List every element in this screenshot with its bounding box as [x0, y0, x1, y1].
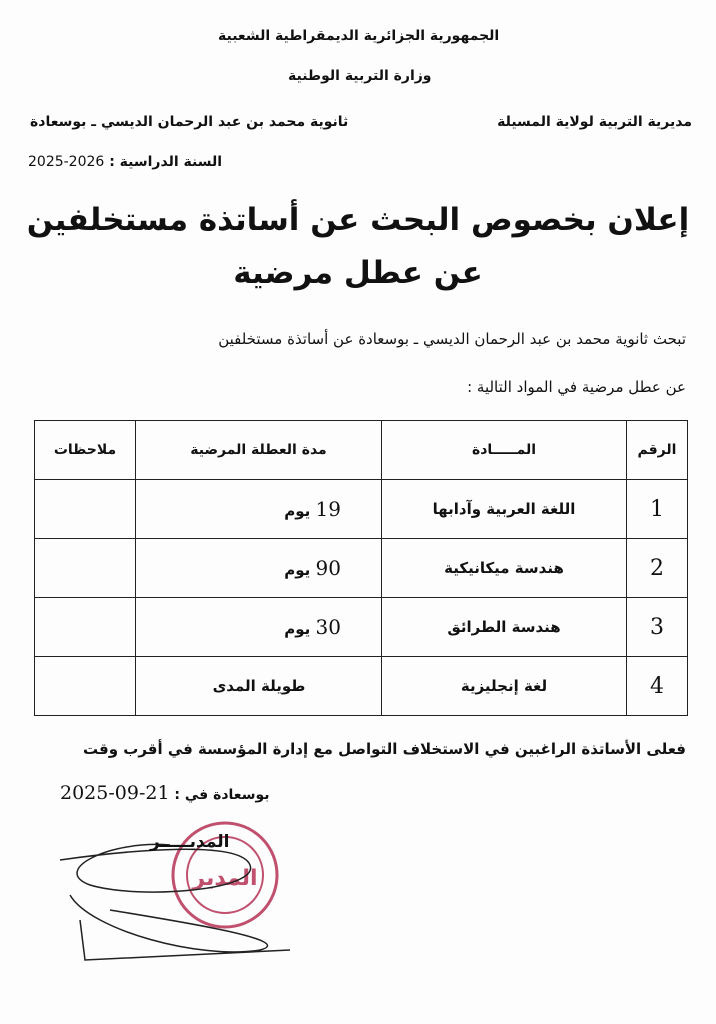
- svg-text:المدير: المدير: [192, 866, 258, 891]
- place-label: بوسعادة في :: [174, 787, 270, 803]
- row-notes: [35, 539, 136, 598]
- title-line-1: إعلان بخصوص البحث عن أساتذة مستخلفين: [26, 202, 690, 238]
- table-row: [35, 539, 688, 598]
- row-number: 1: [627, 480, 688, 539]
- duration-unit: يوم: [284, 502, 311, 520]
- row-duration: [136, 657, 382, 716]
- directorate-header: مديرية التربية لولاية المسيلة: [497, 114, 692, 130]
- duration-unit: طويلة المدى: [212, 677, 306, 695]
- row-duration: [136, 598, 382, 657]
- table-row: [35, 598, 688, 657]
- school-year-value: 2025-2026: [28, 154, 105, 170]
- header-duration: مدة العطلة المرضية: [136, 421, 382, 480]
- director-title: المديـــــر: [150, 832, 230, 852]
- row-duration: [136, 480, 382, 539]
- intro-line-2: عن عطل مرضية في المواد التالية :: [467, 378, 686, 396]
- document-date: 2025-09-21: [60, 782, 170, 804]
- row-notes: [35, 480, 136, 539]
- row-notes: [35, 657, 136, 716]
- row-subject: هندسة ميكانيكية: [382, 539, 627, 598]
- duration-unit: يوم: [284, 561, 311, 579]
- duration-value: 30: [315, 615, 341, 639]
- duration-unit: يوم: [284, 620, 311, 638]
- duration-value: 19: [315, 497, 341, 521]
- ministry-header: وزارة التربية الوطنية: [288, 68, 432, 84]
- header-number: الرقم: [627, 421, 688, 480]
- table-header-row: [35, 421, 688, 480]
- place-date: [60, 782, 270, 804]
- school-header: ثانوية محمد بن عبد الرحمان الديسي ـ بوسعادة: [30, 114, 349, 130]
- header-notes: ملاحظات: [35, 421, 136, 480]
- row-notes: [35, 598, 136, 657]
- row-number: 4: [627, 657, 688, 716]
- table-row: [35, 657, 688, 716]
- subjects-table: [34, 420, 688, 716]
- school-year-label: السنة الدراسية :: [109, 154, 223, 170]
- row-subject: اللغة العربية وآدابها: [382, 480, 627, 539]
- row-subject: هندسة الطرائق: [382, 598, 627, 657]
- intro-line-1: تبحث ثانوية محمد بن عبد الرحمان الديسي ـ بوسعادة عن أساتذة مستخلفين: [218, 330, 686, 348]
- table-row: [35, 480, 688, 539]
- row-number: 2: [627, 539, 688, 598]
- title-line-2: عن عطل مرضية: [233, 255, 483, 291]
- row-duration: [136, 539, 382, 598]
- header-subject: المـــــادة: [382, 421, 627, 480]
- row-number: 3: [627, 598, 688, 657]
- closing-text: فعلى الأساتذة الراغبين في الاستخلاف التواصل مع إدارة المؤسسة في أقرب وقت: [83, 740, 686, 758]
- row-subject: لغة إنجليزية: [382, 657, 627, 716]
- school-year: [28, 154, 222, 170]
- duration-value: 90: [315, 556, 341, 580]
- republic-header: الجمهورية الجزائرية الديمقراطية الشعبية: [218, 28, 500, 44]
